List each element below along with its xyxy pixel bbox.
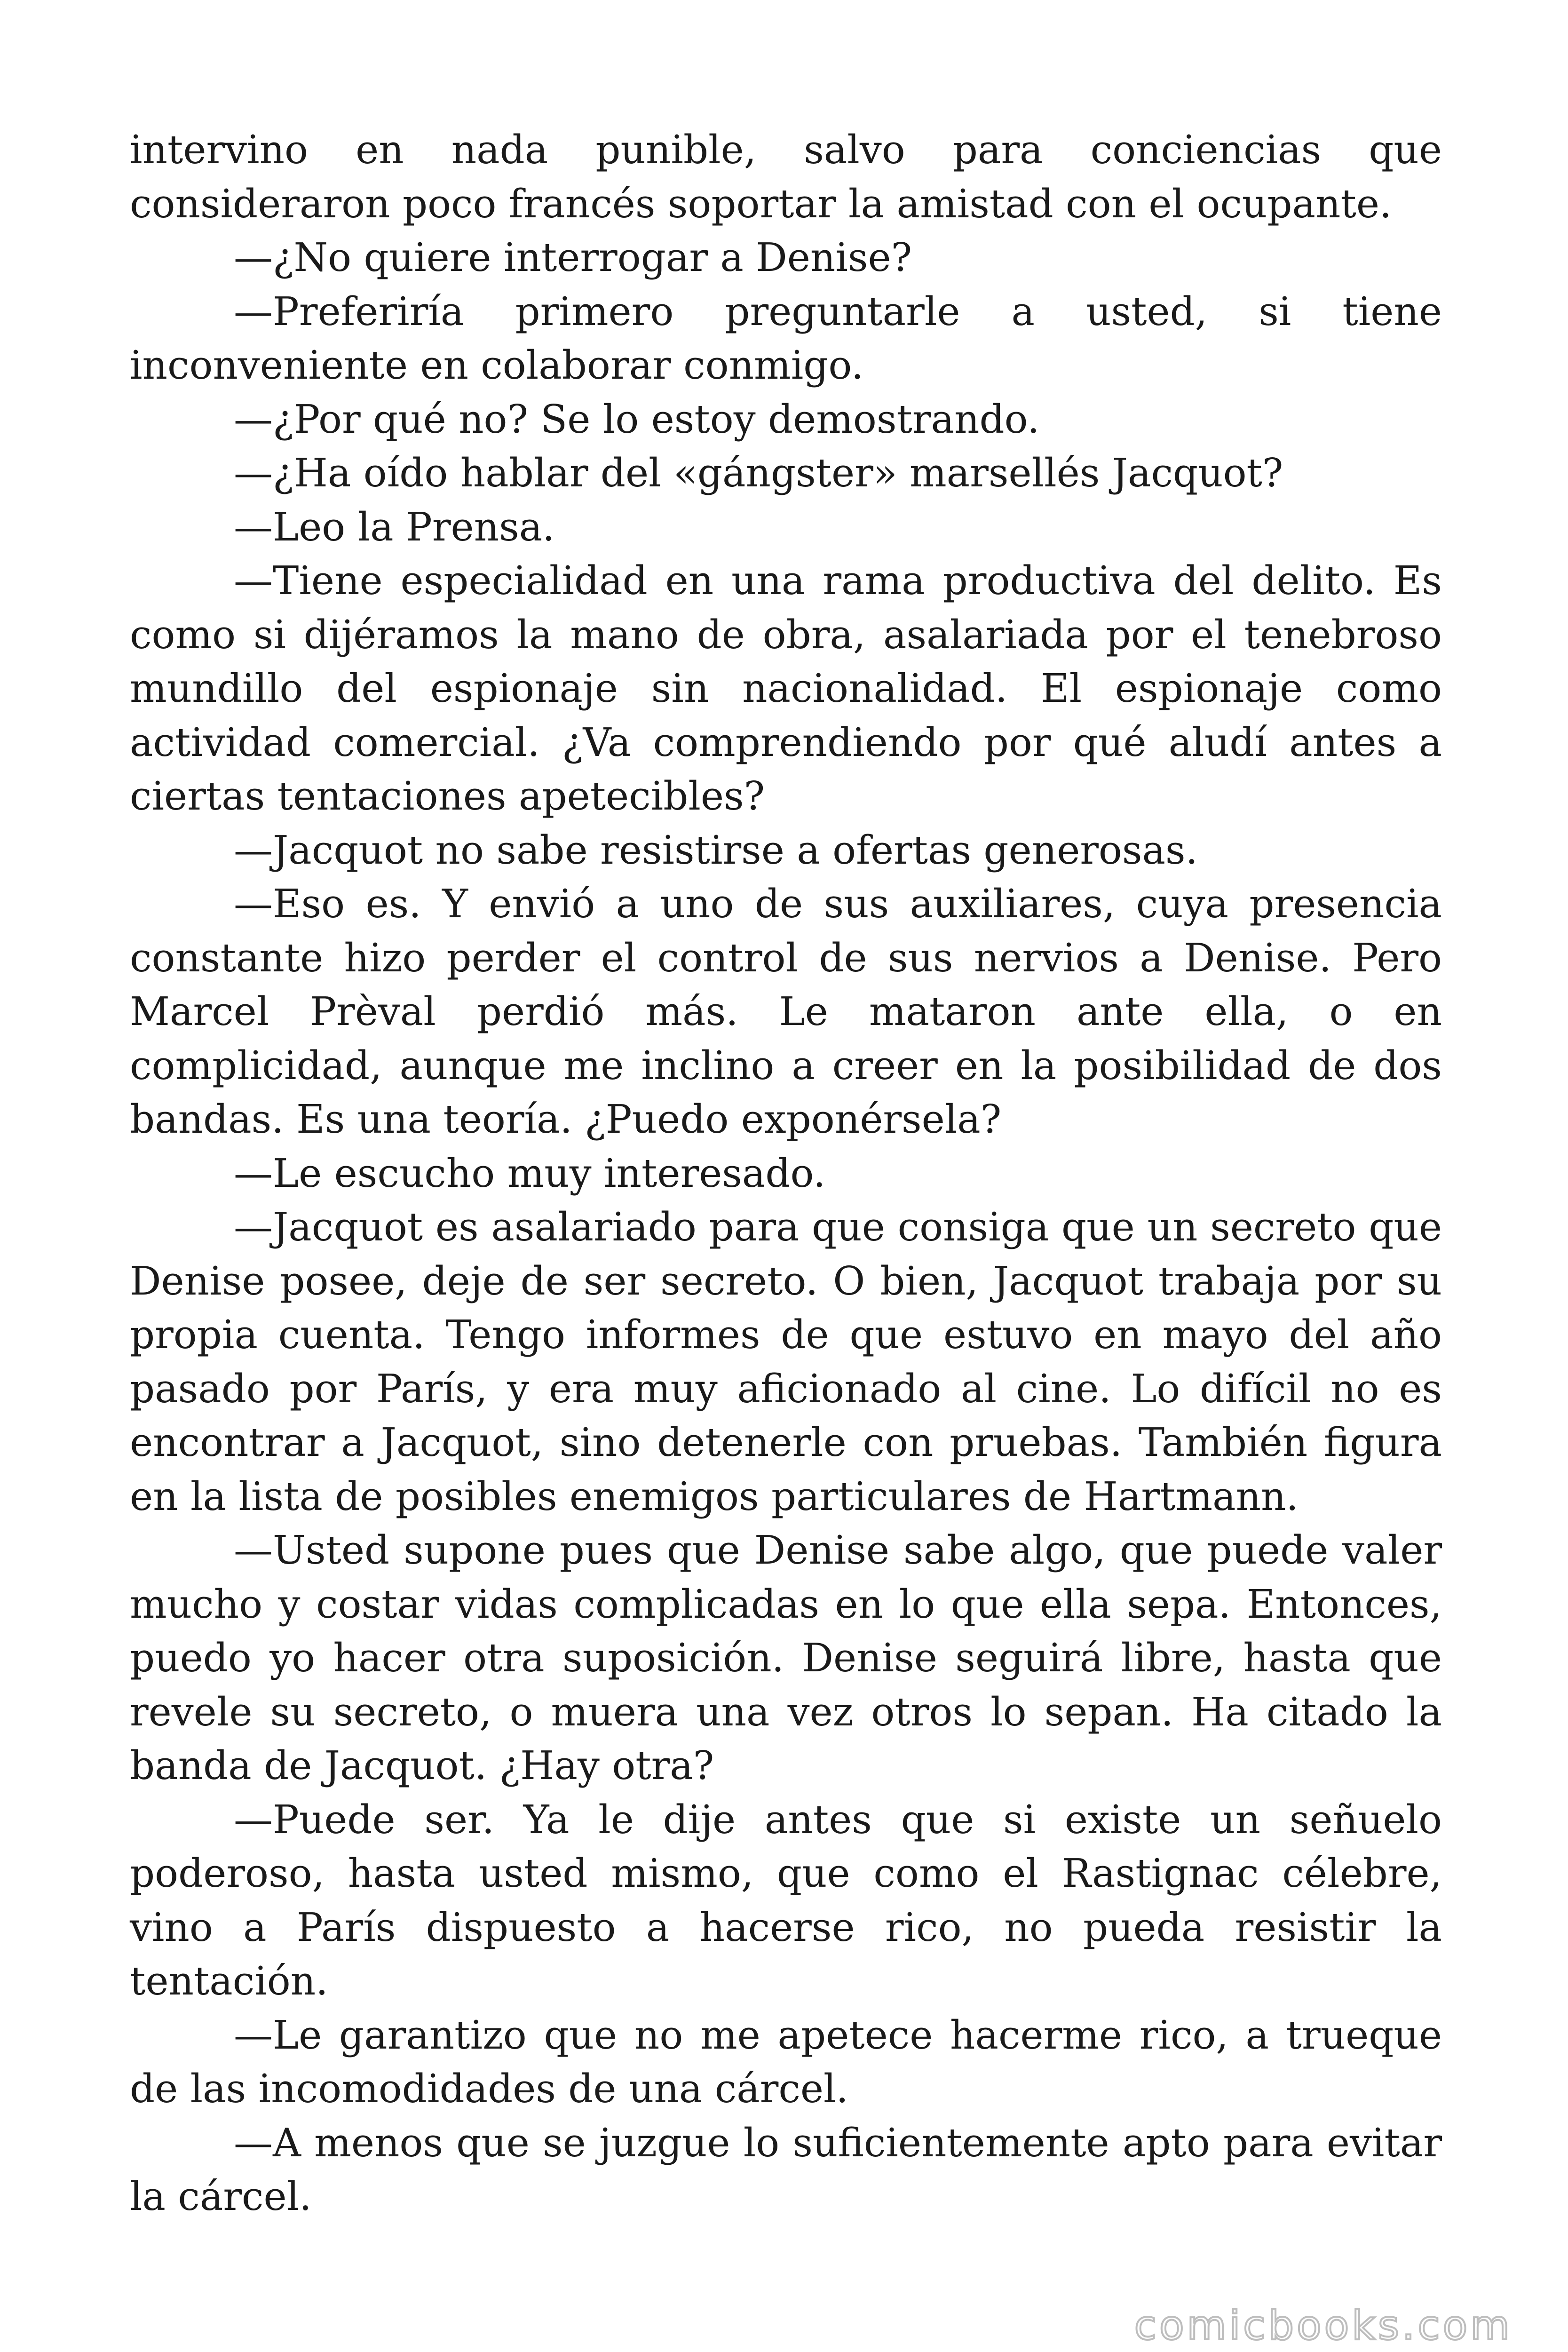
paragraph: —Preferiría primero preguntarle a usted, si tiene inconveniente en colaborar conmigo.: [130, 288, 1442, 388]
page-body-text: [130, 123, 1442, 2224]
paragraph: —¿Por qué no? Se lo estoy demostrando.: [234, 396, 1040, 442]
paragraph: —Usted supone pues que Denise sabe algo, que puede valer mucho y costar vidas complicadas en lo que ella sepa. Entonces, puedo yo hacer otra suposición. Denise seguirá libre, hasta que revele su secreto, o muera una vez otros lo sepan. Ha citado la banda de Jacquot. ¿Hay otra?: [130, 1527, 1442, 1788]
paragraph: —Tiene especialidad en una rama productiva del delito. Es como si dijéramos la mano de obra, asalariada por el tenebroso mundillo del espionaje sin nacionalidad. El espionaje como actividad comercial. ¿Va comprendiendo por qué aludí antes a ciertas tentaciones apetecibles?: [130, 558, 1442, 819]
paragraph: —Leo la Prensa.: [234, 504, 555, 550]
paragraph: —Jacquot no sabe resistirse a ofertas generosas.: [234, 827, 1198, 873]
paragraph: —¿Ha oído hablar del «gángster» marsellés Jacquot?: [234, 450, 1283, 496]
paragraph: intervino en nada punible, salvo para conciencias que consideraron poco francés soportar la amistad con el ocupante.: [130, 127, 1442, 227]
paragraph: —Le garantizo que no me apetece hacerme rico, a trueque de las incomodidades de una cárcel.: [130, 2012, 1442, 2112]
paragraph: —¿No quiere interrogar a Denise?: [234, 235, 912, 280]
paragraph: —Le escucho muy interesado.: [234, 1150, 826, 1196]
book-page: [130, 123, 1442, 2219]
paragraph: —Eso es. Y envió a uno de sus auxiliares, cuya presencia constante hizo perder el control de sus nervios a Denise. Pero Marcel Prèval perdió más. Le mataron ante ella, o en complicidad, aunque me inclino a creer en la posibilidad de dos bandas. Es una teoría. ¿Puedo exponérsela?: [130, 881, 1442, 1142]
watermark: comicbooks.com: [1134, 2302, 1513, 2349]
paragraph: —Puede ser. Ya le dije antes que si existe un señuelo poderoso, hasta usted mismo, que como el Rastignac célebre, vino a París dispuesto a hacerse rico, no pueda resistir la tentación.: [130, 1796, 1442, 2004]
paragraph: —Jacquot es asalariado para que consiga que un secreto que Denise posee, deje de ser secreto. O bien, Jacquot trabaja por su propia cuenta. Tengo informes de que estuvo en mayo del año pasado por París, y era muy aficionado al cine. Lo difícil no es encontrar a Jacquot, sino detenerle con pruebas. También figura en la lista de posibles enemigos particulares de Hartmann.: [130, 1204, 1442, 1519]
paragraph: —A menos que se juzgue lo suficientemente apto para evitar la cárcel.: [130, 2120, 1442, 2219]
